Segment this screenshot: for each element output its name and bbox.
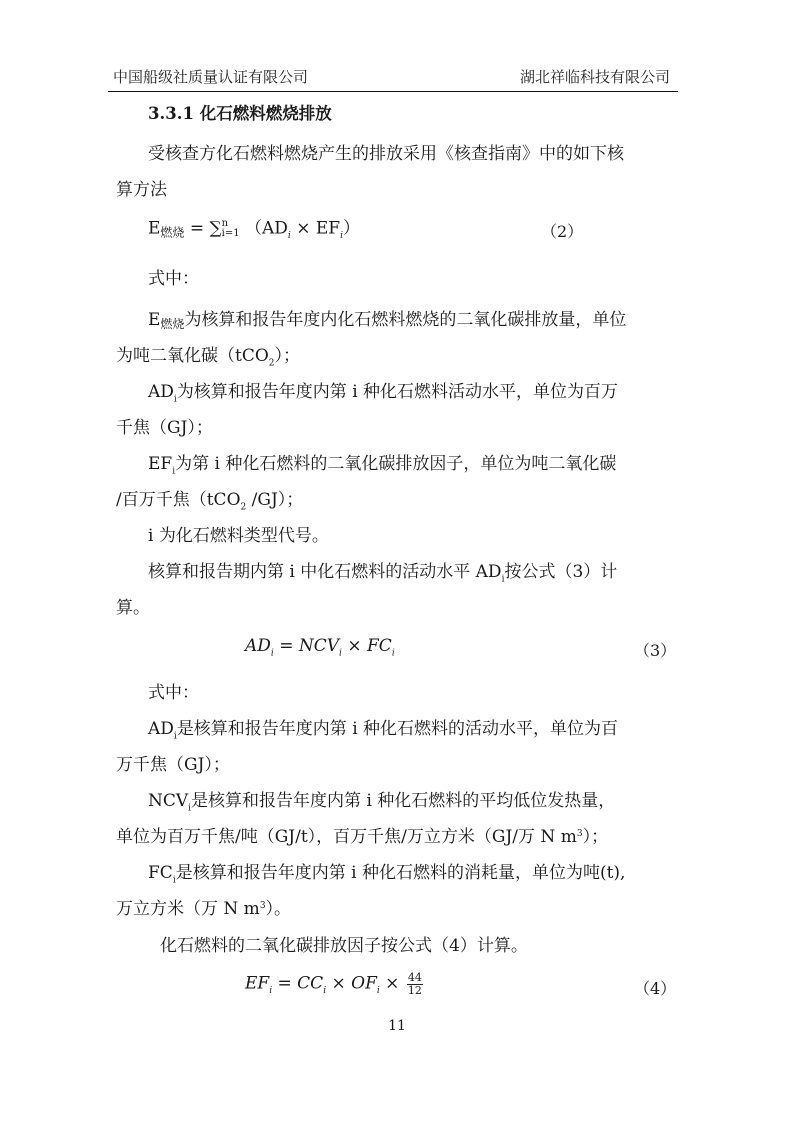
page-number: 11 xyxy=(388,1018,406,1034)
def-fc-line-2: 万立方米（万 N $m^3$）。 xyxy=(116,899,292,919)
section-title: 化石燃料燃烧排放 xyxy=(199,104,332,123)
equation-3-number: （3） xyxy=(634,641,677,660)
equation-4: $EF_i = CC_i \times OF_i$ × $\frac{44}{12}$ xyxy=(245,971,422,997)
para-ad-line-1: 核算和报告期内第 i 中化石燃料的活动水平 $AD_i$按公式（3）计 xyxy=(148,562,618,585)
def-e-line-1: E燃烧为核算和报告年度内化石燃料燃烧的二氧化碳排放量，单位 xyxy=(148,310,627,331)
def-fc-line-1: $FC_i$是核算和报告年度内第 i 种化石燃料的消耗量，单位为吨(t), xyxy=(148,863,626,886)
def-ad-line-1: $AD_i$为核算和报告年度内第 i 种化石燃料活动水平，单位为百万 xyxy=(148,382,619,405)
para-ef: 化石燃料的二氧化碳排放因子按公式（4）计算。 xyxy=(160,936,528,956)
para-ad-line-2: 算。 xyxy=(116,598,150,618)
equation-2-number: （2） xyxy=(541,222,584,241)
intro-line-2: 算方法 xyxy=(116,180,167,200)
section-heading xyxy=(148,106,332,123)
def-ad-line-2: 千焦（GJ）； xyxy=(116,418,213,438)
where-label-2: 式中： xyxy=(148,683,199,703)
header-company-left: 中国船级社质量认证有限公司 xyxy=(113,68,309,86)
def-ncv-line-2: 单位为百万千焦/吨（GJ/t），百万千焦/万立方米（GJ/万 N $m^3$）； xyxy=(116,827,609,847)
where-label-1: 式中： xyxy=(148,269,199,289)
def-i: i 为化石燃料类型代号。 xyxy=(148,526,329,546)
def-ef-line-2: /百万千焦（tCO$_2$ /GJ）； xyxy=(116,490,304,513)
def-ad2-line-1: $AD_i$是核算和报告年度内第 i 种化石燃料的活动水平，单位为百 xyxy=(148,719,619,742)
def-ef-line-1: $EF_i$为第 i 种化石燃料的二氧化碳排放因子，单位为吨二氧化碳 xyxy=(148,454,617,477)
section-number: 3.3.1 xyxy=(148,104,194,123)
equation-2: E燃烧 = ∑ n i=1 $(AD_i \times EF_i)$ xyxy=(148,218,360,241)
def-e-line-2: 为吨二氧化碳（tCO$_2$）； xyxy=(116,346,301,369)
header-divider xyxy=(108,91,678,92)
equation-3: $AD_i = NCV_i \times FC_i$ xyxy=(245,636,395,659)
def-ncv-line-1: $NCV_i$是核算和报告年度内第 i 种化石燃料的平均低位发热量， xyxy=(148,791,616,814)
fraction-44-12: $\frac{44}{12}$ xyxy=(407,971,422,997)
equation-4-number: （4） xyxy=(634,979,677,998)
intro-line-1: 受核查方化石燃料燃烧产生的排放采用《核查指南》中的如下核 xyxy=(148,144,624,164)
header-company-right: 湖北祥临科技有限公司 xyxy=(519,68,670,86)
def-ad2-line-2: 万千焦（GJ）； xyxy=(116,755,230,775)
